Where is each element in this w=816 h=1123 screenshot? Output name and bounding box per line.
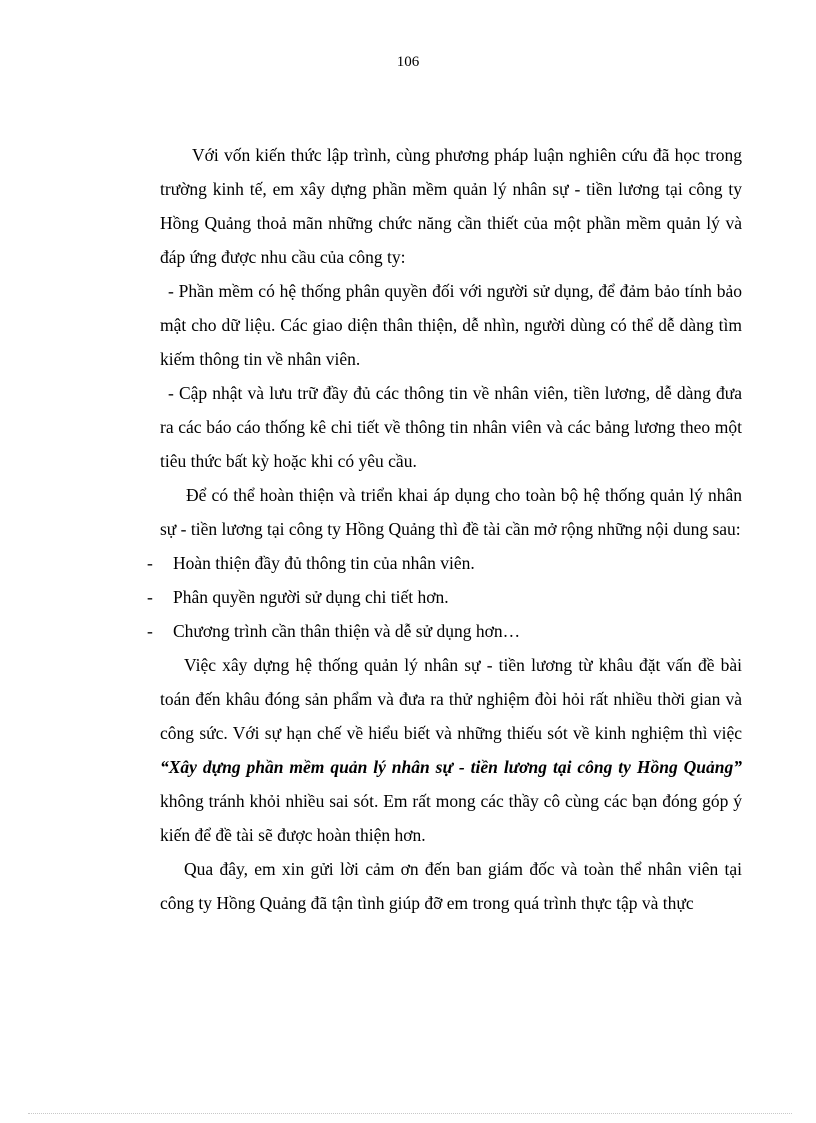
list-dash: - [147,553,153,573]
list-item [147,580,742,614]
page-number: 106 [396,54,420,70]
project-title: “Xây dựng phần mềm quản lý nhân sự - tiền lương tại công ty Hồng Quảng” [160,757,742,777]
list-item [147,614,742,648]
feature-point-storage: - Cập nhật và lưu trữ đầy đủ các thông tin về nhân viên, tiền lương, dễ dàng đưa ra các báo cáo thống kê chi tiết về thông tin nhân viên và các bảng lương theo một tiêu thức bất kỳ hoặc khi có yêu cầu. [160,383,742,471]
list-item [147,546,742,580]
feature-point-permissions: - Phần mềm có hệ thống phân quyền đối với người sử dụng, để đảm bảo tính bảo mật cho dữ liệu. Các giao diện thân thiện, dễ nhìn, người dùng có thể dễ dàng tìm kiếm thông tin về nhân viên. [160,281,742,369]
conclusion-paragraph [160,648,742,852]
thanks-paragraph: Qua đây, em xin gửi lời cảm ơn đến ban giám đốc và toàn thể nhân viên tại công ty Hồng Quảng đã tận tình giúp đỡ em trong quá trình thực tập và thực [160,859,742,913]
conclusion-text-start: Việc xây dựng hệ thống quản lý nhân sự - tiền lương từ khâu đặt vấn đề bài toán đến khâu đóng sản phẩm và đưa ra thử nghiệm đòi hỏi rất nhiều thời gian và công sức. Với sự hạn chế về hiểu biết và những thiếu sót về kinh nghiệm thì việc [160,655,742,743]
page-bottom-divider [28,1113,792,1114]
list-item-text: Phân quyền người sử dụng chi tiết hơn. [173,587,449,607]
list-dash: - [147,621,153,641]
list-item-text: Hoàn thiện đầy đủ thông tin của nhân viên. [173,553,475,573]
conclusion-text-end: không tránh khỏi nhiều sai sót. Em rất mong các thầy cô cùng các bạn đóng góp ý kiến để đề tài sẽ được hoàn thiện hơn. [160,791,742,845]
expansion-list [147,546,742,648]
list-dash: - [147,587,153,607]
list-item-text: Chương trình cần thân thiện và dễ sử dụng hơn… [173,621,521,641]
expansion-paragraph: Để có thể hoàn thiện và triển khai áp dụng cho toàn bộ hệ thống quản lý nhân sự - tiền lương tại công ty Hồng Quảng thì đề tài cần mở rộng những nội dung sau: [160,485,742,539]
intro-paragraph: Với vốn kiến thức lập trình, cùng phương pháp luận nghiên cứu đã học trong trường kinh tế, em xây dựng phần mềm quản lý nhân sự - tiền lương tại công ty Hồng Quảng thoả mãn những chức năng cần thiết của một phần mềm quản lý và đáp ứng được nhu cầu của công ty: [160,145,742,267]
document-body [147,138,742,920]
